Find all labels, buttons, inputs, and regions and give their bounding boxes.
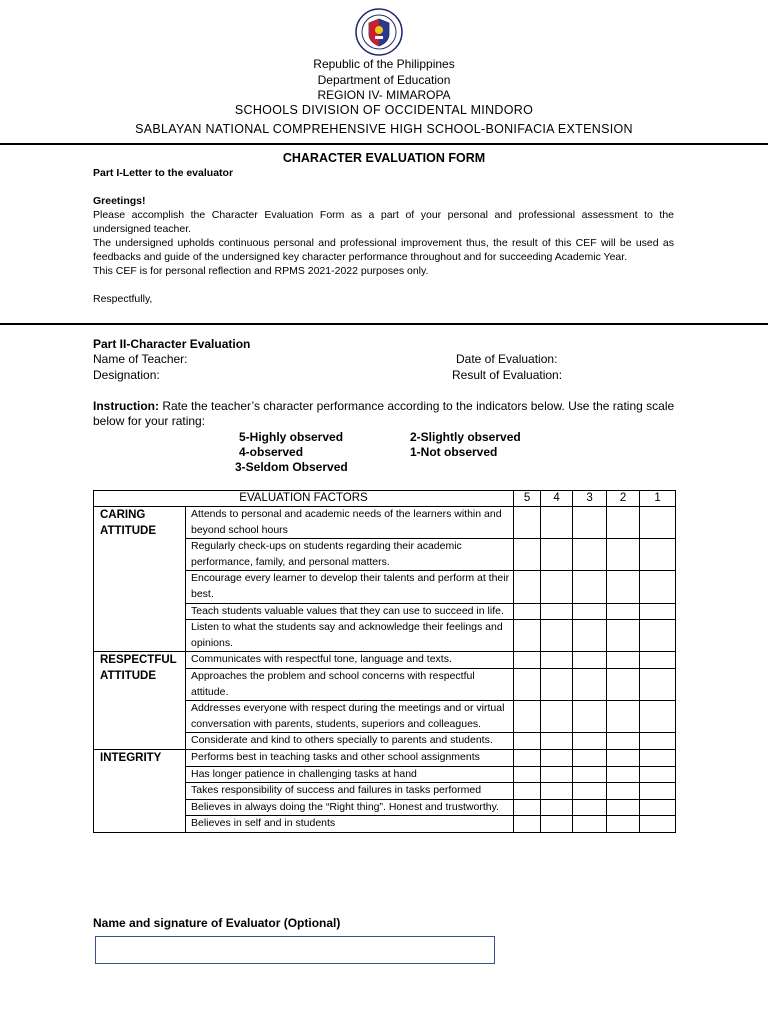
letter-paragraph-2: The undersigned upholds continuous personal and professional improvement thus, the result of this CEF will be used as feedbacks and guide of the undersigned key character performance throughout and for succeeding Academic Year.: [93, 237, 674, 263]
form-title: CHARACTER EVALUATION FORM: [282, 151, 486, 165]
rating-cell-2[interactable]: [607, 507, 640, 539]
rating-cell-3[interactable]: [573, 571, 607, 603]
evaluation-factors-header: EVALUATION FACTORS: [94, 491, 514, 507]
rating-cell-1[interactable]: [640, 603, 676, 620]
rating-cell-2[interactable]: [607, 571, 640, 603]
table-header-row: [94, 491, 676, 507]
rating-cell-3[interactable]: [573, 507, 607, 539]
designation-label: Designation:: [93, 368, 160, 382]
rating-cell-2[interactable]: [607, 620, 640, 652]
signature-field[interactable]: [95, 936, 495, 964]
indicator-cell: Attends to personal and academic needs of the learners within and beyond school hours: [186, 507, 514, 539]
rating-cell-1[interactable]: [640, 701, 676, 733]
part1-heading: Part I-Letter to the evaluator: [93, 167, 234, 179]
rating-cell-5[interactable]: [514, 701, 541, 733]
category-cell: RESPECTFUL ATTITUDE: [94, 652, 186, 750]
rating-cell-4[interactable]: [541, 668, 573, 700]
header-divider: [0, 143, 768, 145]
rating-cell-1[interactable]: [640, 733, 676, 750]
rating-cell-5[interactable]: [514, 816, 541, 833]
indicator-cell: Regularly check-ups on students regarding their academic performance, family, and personal matters.: [186, 539, 514, 571]
rating-cell-1[interactable]: [640, 539, 676, 571]
evaluation-table-body: [94, 507, 676, 833]
rating-cell-4[interactable]: [541, 766, 573, 783]
rating-cell-4[interactable]: [541, 749, 573, 766]
rating-cell-4[interactable]: [541, 816, 573, 833]
rating-cell-3[interactable]: [573, 733, 607, 750]
rating-cell-3[interactable]: [573, 539, 607, 571]
rating-cell-5[interactable]: [514, 620, 541, 652]
rating-cell-2[interactable]: [607, 539, 640, 571]
part2-heading: Part II-Character Evaluation: [93, 337, 251, 351]
table-row: [94, 749, 676, 766]
teacher-name-label: Name of Teacher:: [93, 352, 188, 366]
scale-3: 3-Seldom Observed: [235, 460, 348, 474]
result-of-evaluation-label: Result of Evaluation:: [452, 368, 563, 382]
rating-cell-3[interactable]: [573, 652, 607, 669]
rating-cell-4[interactable]: [541, 507, 573, 539]
rating-cell-3[interactable]: [573, 701, 607, 733]
letter-closing: Respectfully,: [93, 293, 153, 305]
scale-1: 1-Not observed: [410, 445, 498, 459]
rating-cell-4[interactable]: [541, 799, 573, 816]
rating-cell-3[interactable]: [573, 783, 607, 800]
rating-cell-4[interactable]: [541, 652, 573, 669]
table-row: [94, 507, 676, 539]
rating-cell-2[interactable]: [607, 749, 640, 766]
rating-cell-5[interactable]: [514, 603, 541, 620]
greeting: Greetings!: [93, 195, 146, 207]
rating-cell-3[interactable]: [573, 620, 607, 652]
indicator-cell: Communicates with respectful tone, language and texts.: [186, 652, 514, 669]
rating-cell-2[interactable]: [607, 701, 640, 733]
rating-cell-4[interactable]: [541, 539, 573, 571]
table-row: [94, 652, 676, 669]
rating-cell-2[interactable]: [607, 603, 640, 620]
date-of-evaluation-label: Date of Evaluation:: [456, 352, 558, 366]
rating-header-3: 3: [573, 491, 607, 507]
indicator-cell: Encourage every learner to develop their talents and perform at their best.: [186, 571, 514, 603]
rating-cell-3[interactable]: [573, 766, 607, 783]
letter-paragraph-3: This CEF is for personal reflection and RPMS 2021-2022 purposes only.: [93, 265, 429, 277]
header-school: SABLAYAN NATIONAL COMPREHENSIVE HIGH SCHOOL-BONIFACIA EXTENSION: [135, 122, 633, 136]
category-cell: INTEGRITY: [94, 749, 186, 832]
rating-cell-3[interactable]: [573, 749, 607, 766]
rating-cell-3[interactable]: [573, 799, 607, 816]
rating-cell-1[interactable]: [640, 652, 676, 669]
rating-cell-2[interactable]: [607, 668, 640, 700]
rating-cell-5[interactable]: [514, 571, 541, 603]
rating-cell-2[interactable]: [607, 783, 640, 800]
rating-cell-5[interactable]: [514, 733, 541, 750]
rating-cell-3[interactable]: [573, 816, 607, 833]
rating-cell-5[interactable]: [514, 783, 541, 800]
instruction-label: Instruction:: [93, 399, 159, 413]
section-divider: [0, 323, 768, 325]
indicator-cell: Believes in self and in students: [186, 816, 514, 833]
rating-cell-5[interactable]: [514, 799, 541, 816]
signature-label: Name and signature of Evaluator (Optional): [93, 916, 341, 930]
indicator-cell: Considerate and kind to others specially to parents and students.: [186, 733, 514, 750]
rating-cell-5[interactable]: [514, 668, 541, 700]
rating-header-2: 2: [607, 491, 640, 507]
rating-cell-1[interactable]: [640, 783, 676, 800]
instruction: [93, 399, 683, 429]
rating-cell-3[interactable]: [573, 603, 607, 620]
rating-cell-2[interactable]: [607, 799, 640, 816]
category-cell: CARING ATTITUDE: [94, 507, 186, 652]
rating-cell-1[interactable]: [640, 799, 676, 816]
rating-cell-5[interactable]: [514, 749, 541, 766]
header-department: Department of Education: [317, 73, 451, 87]
deped-seal-logo: [355, 8, 403, 56]
rating-cell-4[interactable]: [541, 603, 573, 620]
scale-4: 4-observed: [239, 445, 304, 459]
indicator-cell: Has longer patience in challenging tasks at hand: [186, 766, 514, 783]
rating-cell-1[interactable]: [640, 766, 676, 783]
rating-cell-1[interactable]: [640, 816, 676, 833]
indicator-cell: Takes responsibility of success and failures in tasks performed: [186, 783, 514, 800]
rating-cell-1[interactable]: [640, 668, 676, 700]
evaluation-table: [93, 490, 676, 833]
scale-2: 2-Slightly observed: [410, 430, 521, 444]
rating-cell-5[interactable]: [514, 507, 541, 539]
rating-cell-5[interactable]: [514, 766, 541, 783]
indicator-cell: Approaches the problem and school concerns with respectful attitude.: [186, 668, 514, 700]
rating-header-5: 5: [514, 491, 541, 507]
rating-cell-2[interactable]: [607, 652, 640, 669]
rating-cell-5[interactable]: [514, 652, 541, 669]
scale-5: 5-Highly observed: [239, 430, 344, 444]
rating-cell-4[interactable]: [541, 783, 573, 800]
rating-cell-3[interactable]: [573, 668, 607, 700]
indicator-cell: Believes in always doing the “Right thing”. Honest and trustworthy.: [186, 799, 514, 816]
rating-cell-1[interactable]: [640, 749, 676, 766]
rating-cell-4[interactable]: [541, 701, 573, 733]
header-republic: Republic of the Philippines: [313, 57, 455, 71]
rating-cell-2[interactable]: [607, 816, 640, 833]
rating-cell-1[interactable]: [640, 571, 676, 603]
letter-paragraph-1: Please accomplish the Character Evaluation Form as a part of your personal and professional assessment to the undersigned teacher.: [93, 209, 674, 235]
rating-cell-1[interactable]: [640, 620, 676, 652]
rating-cell-1[interactable]: [640, 507, 676, 539]
header-division: SCHOOLS DIVISION OF OCCIDENTAL MINDORO: [234, 103, 534, 117]
header-region: REGION IV- MIMAROPA: [317, 88, 451, 102]
rating-cell-2[interactable]: [607, 766, 640, 783]
rating-cell-4[interactable]: [541, 620, 573, 652]
rating-header-4: 4: [541, 491, 573, 507]
instruction-text: Rate the teacher’s character performance according to the indicators below. Use the rating scale below for your rating:: [93, 399, 675, 428]
rating-cell-5[interactable]: [514, 539, 541, 571]
rating-cell-4[interactable]: [541, 571, 573, 603]
rating-cell-4[interactable]: [541, 733, 573, 750]
indicator-cell: Addresses everyone with respect during the meetings and or virtual conversation with parents, students, superiors and colleagues.: [186, 701, 514, 733]
indicator-cell: Performs best in teaching tasks and other school assignments: [186, 749, 514, 766]
rating-header-1: 1: [640, 491, 676, 507]
indicator-cell: Teach students valuable values that they can use to succeed in life.: [186, 603, 514, 620]
rating-cell-2[interactable]: [607, 733, 640, 750]
indicator-cell: Listen to what the students say and acknowledge their feelings and opinions.: [186, 620, 514, 652]
